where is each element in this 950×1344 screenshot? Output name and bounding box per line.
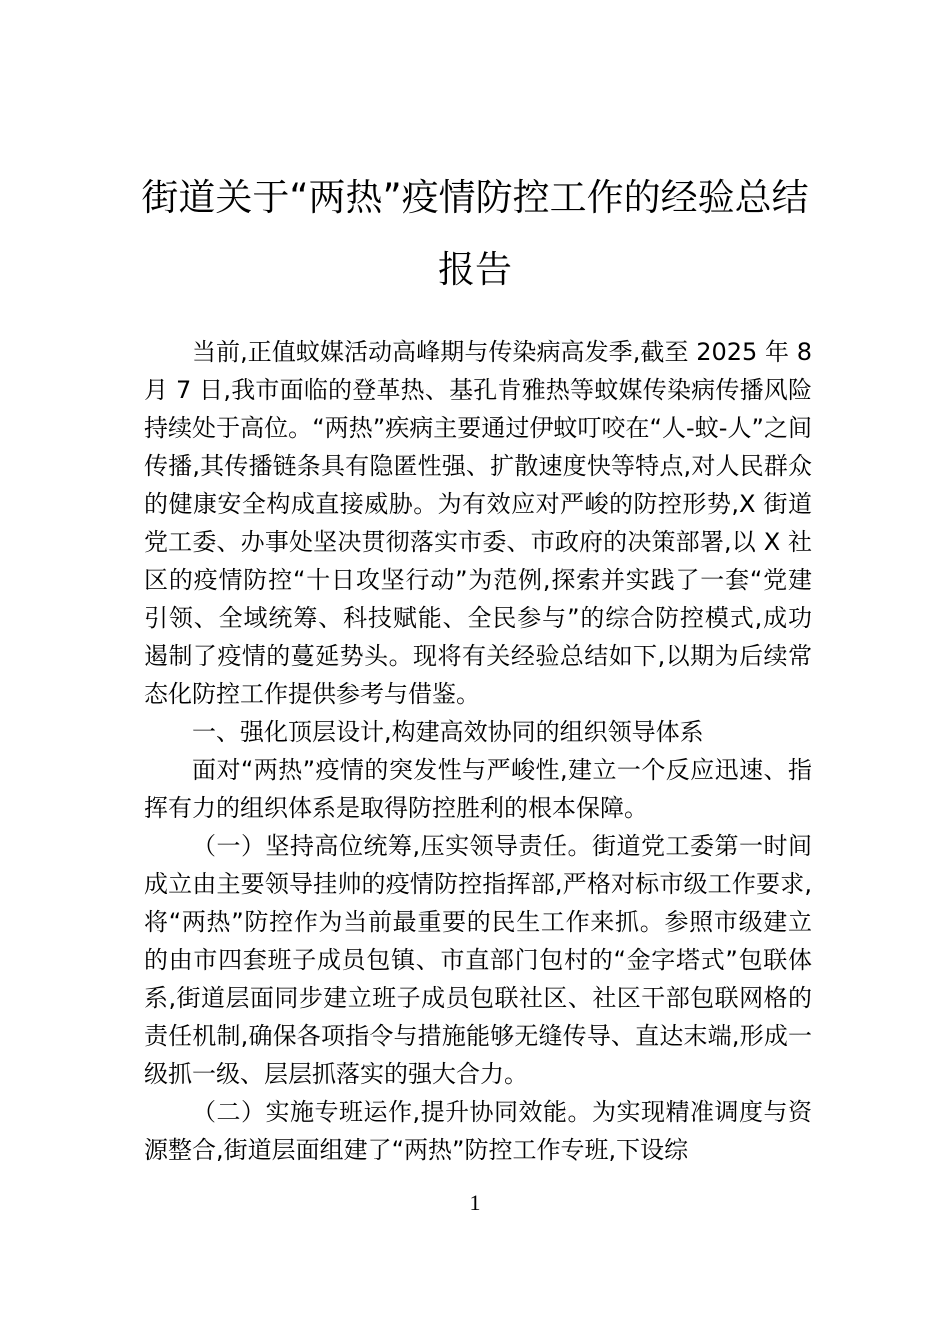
page-number: 1 [469, 1190, 481, 1215]
paragraph-intro: 当前,正值蚊媒活动高峰期与传染病高发季,截至 2025 年 8 月 7 日,我市面临的登革热、基孔肯雅热等蚊媒传染病传播风险持续处于高位。“两热”疾病主要通过伊蚊叮咬在“人-蚊-人”之间传播,其传播链条具有隐匿性强、扩散速度快等特点,对人民群众的健康安全构成直接威胁。为有效应对严峻的防控形势,X 街道党工委、办事处坚决贯彻落实市委、市政府的决策部署,以 X 社区的疫情防控“十日攻坚行动”为范例,探索并实践了一套“党建引领、全域统筹、科技赋能、全民参与”的综合防控模式,成功遏制了疫情的蔓延势头。现将有关经验总结如下,以期为后续常态化防控工作提供参考与借鉴。 [144, 338, 812, 708]
paragraph-section-1-intro: 面对“两热”疫情的突发性与严峻性,建立一个反应迅速、指挥有力的组织体系是取得防控胜利的根本保障。 [144, 756, 812, 822]
section-heading-1: 一、强化顶层设计,构建高效协同的组织领导体系 [192, 718, 704, 746]
paragraph-subsection-1: （一）坚持高位统筹,压实领导责任。街道党工委第一时间成立由主要领导挂帅的疫情防控指挥部,严格对标市级工作要求,将“两热”防控作为当前最重要的民生工作来抓。参照市级建立的由市四套班子成员包镇、市直部门包村的“金字塔式”包联体系,街道层面同步建立班子成员包联社区、社区干部包联网格的责任机制,确保各项指令与措施能够无缝传导、直达末端,形成一级抓一级、层层抓落实的强大合力。 [144, 832, 812, 1088]
paragraph-subsection-2: （二）实施专班运作,提升协同效能。为实现精准调度与资源整合,街道层面组建了“两热”防控工作专班,下设综 [144, 1098, 812, 1164]
document-title: 街道关于“两热”疫情防控工作的经验总结报告 [141, 176, 809, 291]
document-body [144, 333, 812, 1169]
